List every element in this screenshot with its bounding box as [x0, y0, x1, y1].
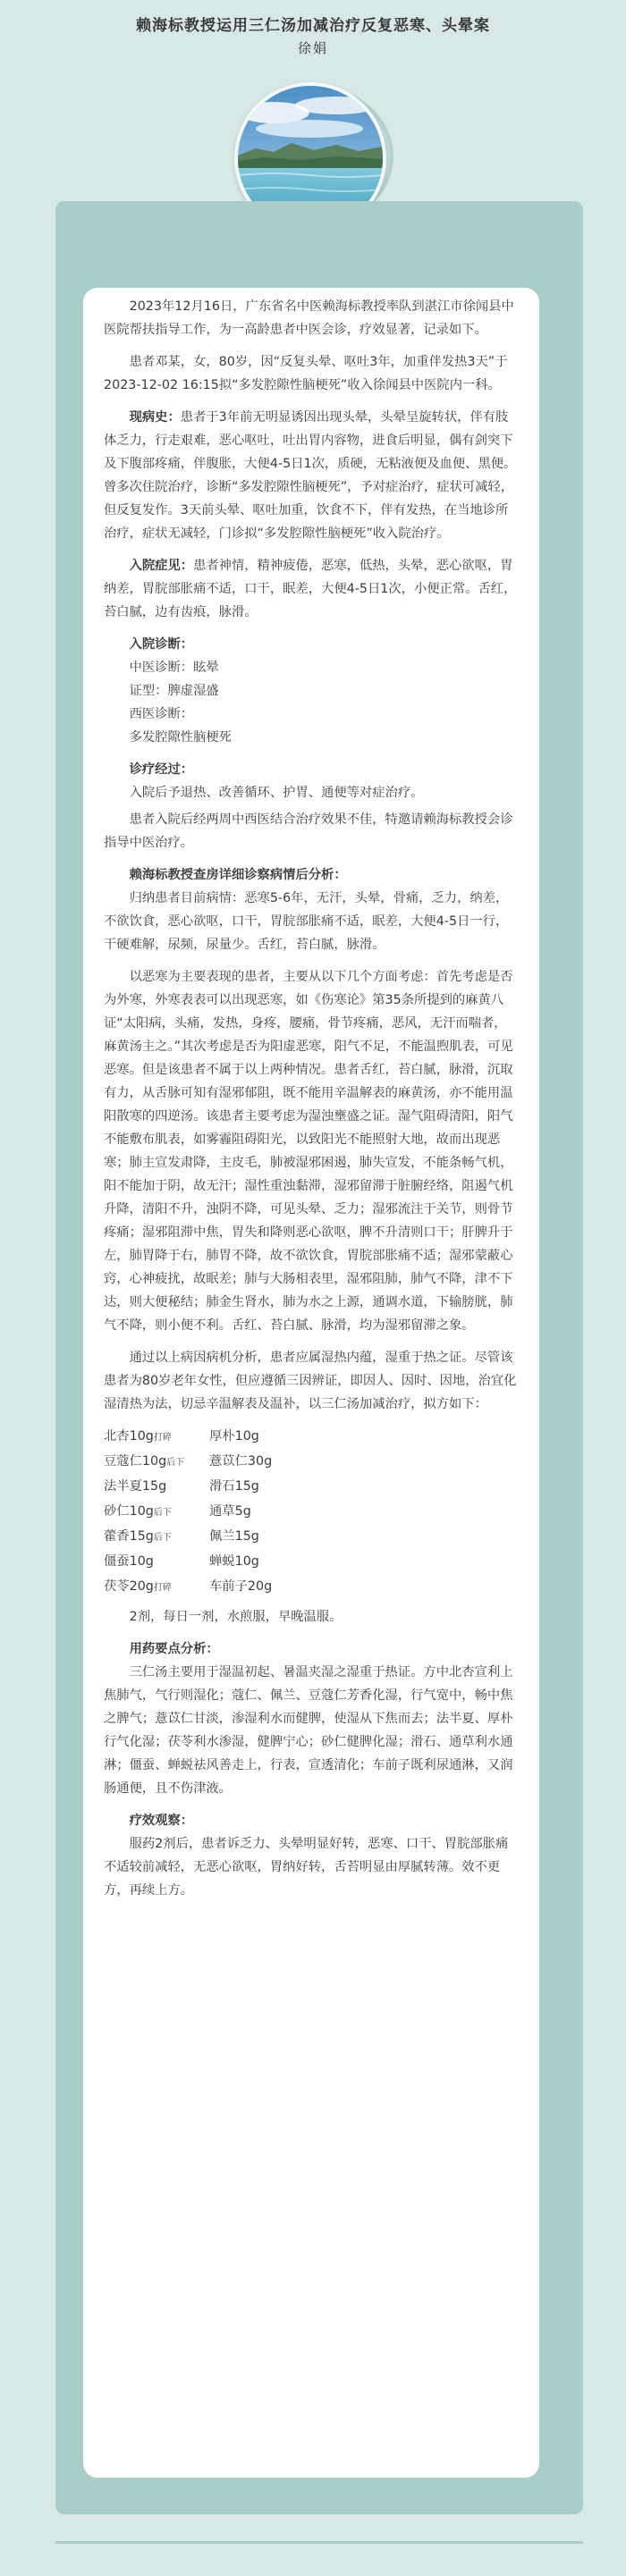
herb-name: 蝉蜕10g — [209, 1554, 259, 1569]
herb-row — [104, 1575, 517, 1600]
herb-name: 北杏10g — [104, 1429, 154, 1444]
admission-paragraph — [104, 554, 517, 624]
admission-label: 入院症见： — [129, 559, 194, 573]
dosage-paragraph: 2剂，每日一剂，水煎服，早晚温服。 — [129, 1610, 343, 1624]
herb-name: 豆蔻仁10g — [104, 1454, 167, 1469]
patient-paragraph: 患者邓某，女，80岁，因“反复头晕、呕吐3年，加重伴发热3天”于2023-12-02 16:15拟“多发腔隙性脑梗死”收入徐闻县中医院内一科。 — [104, 355, 508, 392]
herb-name: 砂仁10g — [104, 1504, 154, 1519]
diagnosis-line: 中医诊断：眩晕 — [129, 661, 219, 675]
herb-name: 僵蚕10g — [104, 1554, 154, 1569]
effect-label: 疗效观察： — [129, 1814, 194, 1828]
history-paragraph — [104, 406, 517, 545]
analysis-section — [104, 863, 517, 1416]
article-author: 徐娟 — [297, 40, 328, 56]
diagnosis-line: 证型：脾虚湿盛 — [129, 684, 219, 698]
herb-name: 车前子20g — [209, 1579, 273, 1594]
article-body — [104, 295, 517, 1911]
diagnosis-line: 西医诊断： — [129, 707, 194, 721]
herb-row — [104, 1475, 517, 1500]
history-text: 患者于3年前无明显诱因出现头晕，头晕呈旋转状，伴有肢体乏力，行走艰难，恶心呕吐，吐出胃内容物，进食后明显，偶有剑突下及下腹部疼痛，伴腹胀，大便4-5日1次，质硬，无粘液便及血便、黑便。曾多次住院治疗，诊断“多发腔隙性脑梗死”，予对症治疗，症状可减轻，但反复发作。3天前头晕、呕吐加重，饮食不下，伴有发热，在当地诊所治疗，症状无减轻，门诊拟“多发腔隙性脑梗死”收入院治疗。 — [104, 410, 517, 541]
herb-note: 打碎 — [153, 1433, 172, 1443]
herb-row — [104, 1450, 517, 1475]
herb-note: 打碎 — [153, 1583, 172, 1593]
herb-note: 后下 — [153, 1533, 172, 1543]
analysis-paragraph: 归纳患者目前病情：恶寒5-6年，无汗，头晕，骨痛，乏力，纳差，不欲饮食，恶心欲呕，口干，胃脘部胀痛不适，眠差，大便4-5日一行，干硬难解，尿频，尿量少。舌红，苔白腻，脉滑。 — [104, 891, 509, 952]
herb-note: 后下 — [153, 1508, 172, 1518]
herb-list — [104, 1425, 517, 1600]
history-label: 现病史： — [129, 410, 181, 425]
diagnosis-label: 入院诊断： — [129, 637, 194, 652]
article-title: 赖海标教授运用三仁汤加减治疗反复恶寒、头晕案 — [136, 17, 490, 35]
key-points-paragraph: 三仁汤主要用于湿温初起、暑温夹湿之湿重于热证。方中北杏宣利上焦肺气，气行则湿化；蔻仁、佩兰、豆蔻仁芳香化湿，行气宽中，畅中焦之脾气；薏苡仁甘淡，渗湿利水而健脾，使湿从下焦而去；法半夏、厚朴行气化湿；茯苓利水渗湿，健脾宁心；砂仁健脾化湿；滑石、通草利水通淋；僵蚕、蝉蜕祛风善走上，行表，宣透清化；车前子既利尿通淋，又润肠通便，且不伤津液。 — [104, 1665, 513, 1796]
bottom-divider — [55, 2541, 583, 2544]
diagnosis-section — [104, 633, 517, 749]
treatment-section — [104, 758, 517, 854]
herb-name: 茯苓20g — [104, 1579, 154, 1594]
analysis-paragraph: 以恶寒为主要表现的患者，主要从以下几个方面考虑：首先考虑是否为外寒，外寒表表可以出现恶寒，如《伤寒论》第35条所提到的麻黄八证“太阳病，头痛，发热，身疼，腰痛，骨节疼痛，恶风，无汗而喘者，麻黄汤主之。”其次考虑是否为阳虚恶寒，阳气不足，不能温煦肌表，可见恶寒。但是该患者不属于以上两种情况。患者舌红，苔白腻，脉滑，沉取有力，从舌脉可知有湿邪郁阻，既不能用辛温解表的麻黄汤，亦不能用温阳散寒的四逆汤。该患者主要考虑为湿浊壅盛之证。湿气阻碍清阳，阳气不能敷布肌表，如雾霾阻碍阳光，以致阳光不能照射大地，故而出现恶寒；肺主宣发肃降，主皮毛，肺被湿邪困遏，肺失宣发，不能条畅气机，阳不能加于阴，故无汗；湿性重浊黏滞，湿邪留滞于脏腑经络，阻遏气机升降，清阳不升，浊阴不降，可见头晕、乏力；湿邪流注于关节，则骨节疼痛；湿邪阻滞中焦，胃失和降则恶心欲呕，脾不升清则口干；肝脾升于左，肺胃降于右，肺胃不降，故不欲饮食，胃脘部胀痛不适；湿邪蒙蔽心窍，心神疲扰，故眠差；肺与大肠相表里，湿邪阻肺，肺气不降，津不下达，则大便秘结；肺金生肾水，肺为水之上源，通调水道，下输膀胱，肺气不降，则小便不利。舌红、苔白腻、脉滑，均为湿邪留滞之象。 — [104, 970, 513, 1333]
herb-name: 薏苡仁30g — [209, 1454, 273, 1469]
treatment-line: 患者入院后经两周中西医结合治疗效果不佳，特邀请赖海标教授会诊指导中医治疗。 — [104, 812, 513, 850]
effect-paragraph: 服药2剂后，患者诉乏力、头晕明显好转，恶寒、口干、胃脘部胀痛不适较前减轻，无恶心欲呕，胃纳好转，舌苔明显由厚腻转薄。效不更方，再续上方。 — [104, 1837, 509, 1898]
analysis-paragraph: 通过以上病因病机分析，患者应属湿热内蕴，湿重于热之证。尽管该患者为80岁老年女性，但应遵循三因辨证，即因人、因时、因地，治宜化湿清热为法，切忌辛温解表及温补，以三仁汤加减治疗，拟方如下： — [104, 1351, 517, 1411]
herb-note: 后下 — [166, 1458, 185, 1468]
herb-name: 通草5g — [209, 1504, 251, 1519]
admission-text: 患者神情，精神疲倦，恶寒，低热，头晕，恶心欲呕，胃纳差，胃脘部胀痛不适，口干，眠差，大便4-5日1次，小便正常。舌红，苔白腻，边有齿痕，脉滑。 — [104, 559, 517, 619]
analysis-label: 赖海标教授查房详细诊察病情后分析： — [129, 868, 347, 882]
herb-name: 藿香15g — [104, 1529, 154, 1544]
treatment-line: 入院后予退热、改善循环、护胃、通便等对症治疗。 — [129, 786, 424, 800]
diagnosis-line: 多发腔隙性脑梗死 — [129, 730, 232, 745]
key-points-label: 用药要点分析： — [129, 1642, 219, 1656]
intro-paragraph: 2023年12月16日，广东省名中医赖海标教授率队到湛江市徐闻县中医院帮扶指导工作，为一高龄患者中医会诊，疗效显著，记录如下。 — [104, 299, 514, 337]
herb-row — [104, 1525, 517, 1550]
treatment-label: 诊疗经过： — [129, 762, 194, 777]
herb-row — [104, 1500, 517, 1525]
herb-name: 佩兰15g — [209, 1529, 259, 1544]
herb-row — [104, 1550, 517, 1575]
herb-name: 厚朴10g — [209, 1429, 259, 1444]
herb-name: 滑石15g — [209, 1479, 259, 1494]
article-header — [0, 0, 626, 57]
herb-row — [104, 1425, 517, 1450]
herb-name: 法半夏15g — [104, 1479, 167, 1494]
